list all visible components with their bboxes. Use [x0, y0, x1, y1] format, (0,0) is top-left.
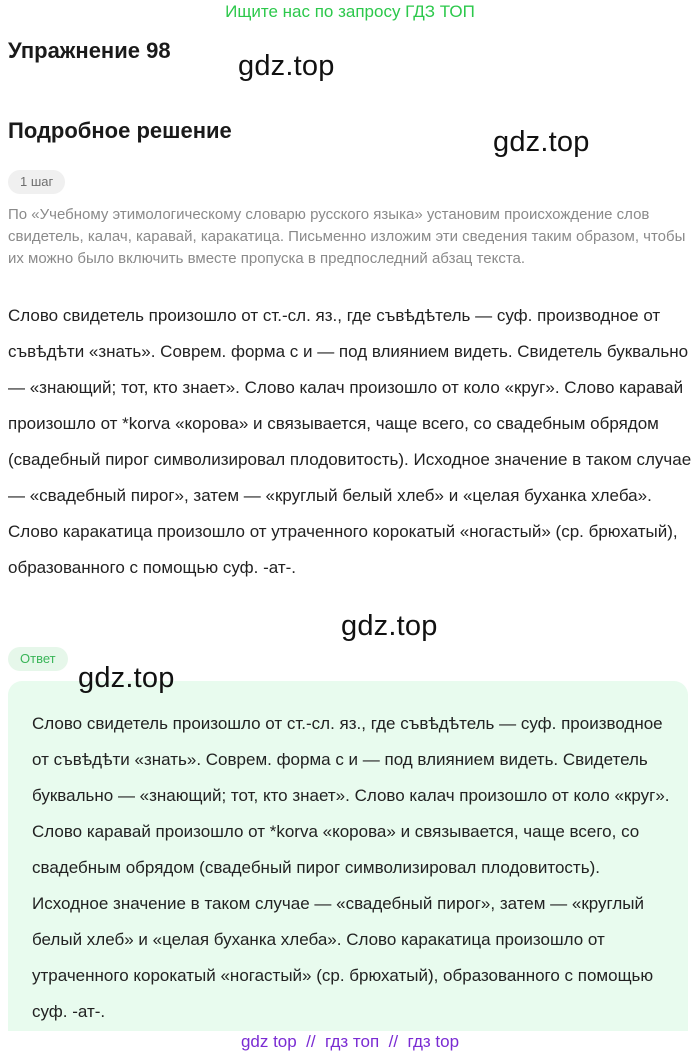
page-title: Упражнение 98 — [8, 38, 171, 63]
watermark: gdz.top — [341, 610, 438, 642]
watermark: gdz.top — [78, 662, 175, 694]
watermark: gdz.top — [238, 50, 335, 82]
answer-text: Слово свидетель произошло от ст.-сл. яз., где съвѣдѣтель — суф. производное от съвѣдѣти «знать». Соврем. форма с и — под влиянием видеть. Свидетель буквально — «знающий; тот, кто знает». Слово калач произошло от коло «круг». Слово каравай произошло от *korva «корова» и связывается, чаще всего, со свадебным обрядом (свадебный пирог символизировал плодовитость). Исходное значение в таком случае — «свадебный пирог», затем — «круглый белый хлеб» и «целая буханка хлеба». Слово каракатица произошло от утраченного корокатый «ногастый» (ср. брюхатый), образованного с помощью суф. -ат-. — [32, 714, 670, 1021]
answer-badge: Ответ — [8, 647, 68, 671]
step-badge: 1 шаг — [8, 170, 65, 194]
task-description: По «Учебному этимологическому словарю русского языка» установим происхождение слов свидетель, калач, каравай, каракатица. Письменно изложим эти сведения таким образом, чтобы их можно было включить вместе пропуска в предпоследний абзац текста. — [8, 206, 686, 267]
watermark: gdz.top — [493, 126, 590, 158]
footer-links[interactable]: gdz top // гдз топ // гдз top — [240, 1032, 460, 1051]
section-title: Подробное решение — [8, 118, 232, 143]
top-banner: Ищите нас по запросу ГДЗ ТОП — [225, 2, 475, 21]
solution-text: Слово свидетель произошло от ст.-сл. яз., где съвѣдѣтель — суф. производное от съвѣдѣти «знать». Соврем. форма с и — под влиянием видеть. Свидетель буквально — «знающий; тот, кто знает». Слово калач произошло от коло «круг». Слово каравай произошло от *korva «корова» и связывается, чаще всего, со свадебным обрядом (свадебный пирог символизировал плодовитость). Исходное значение в таком случае — «свадебный пирог», затем — «круглый белый хлеб» и «целая буханка хлеба». Слово каракатица произошло от утраченного корокатый «ногастый» (ср. брюхатый), образованного с помощью суф. -ат-. — [8, 306, 692, 577]
